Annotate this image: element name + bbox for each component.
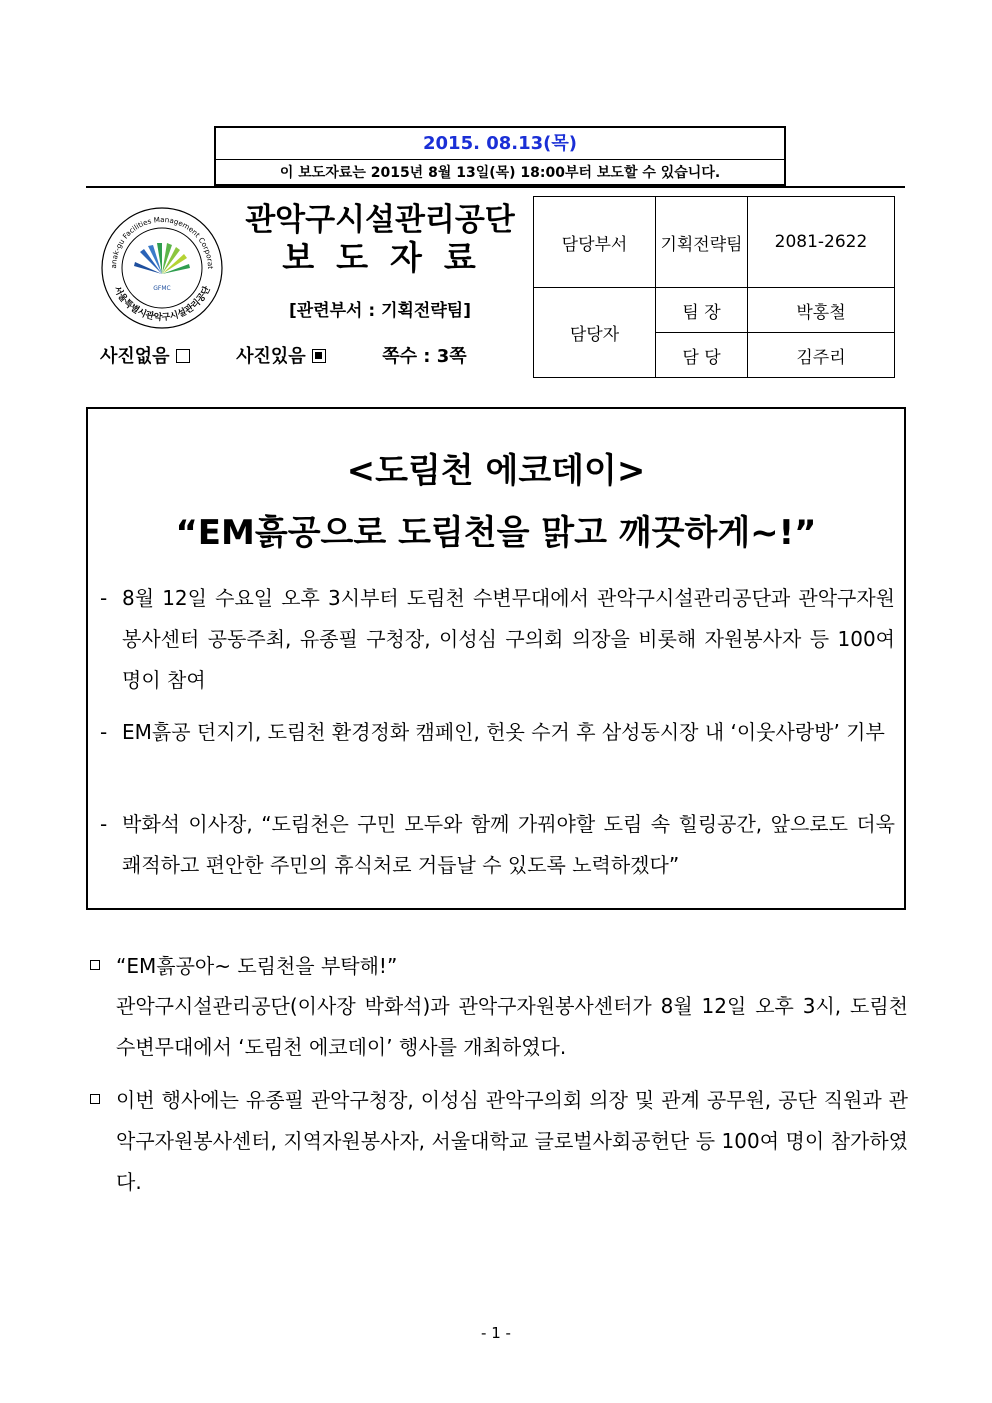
page-count: 쪽수 : 3쪽 [382, 346, 467, 367]
staff-label: 담 당 [656, 333, 748, 378]
team-leader-label: 팀 장 [656, 288, 748, 333]
square-bullet-icon [90, 1094, 100, 1104]
press-release-title: 보도자료 [282, 238, 498, 277]
body-paragraph-1 [90, 946, 908, 1068]
header-divider [86, 186, 905, 188]
summary-bullet-text: EM흙공 던지기, 도림천 환경정화 캠페인, 헌옷 수거 후 삼성동시장 내 ‘이웃사랑방’ 기부 [122, 720, 885, 744]
logo-mark-text: GFMC [153, 285, 171, 292]
org-title: 관악구시설관리공단 [245, 202, 515, 238]
summary-bullet: - 8월 12일 수요일 오후 3시부터 도림천 수변무대에서 관악구시설관리공단과 관악구자원봉사센터 공동주최, 유종필 구청장, 이성심 구의회 의장을 비롯해 자원봉사자 등 100여 명이 참여 [100, 578, 895, 701]
headline-event: <도림천 에코데이> [346, 451, 646, 491]
headline-slogan: “EM흙공으로 도림천을 맑고 깨끗하게~!” [175, 513, 817, 553]
dept-value: 기획전략팀 [656, 197, 748, 288]
page-number: - 1 - [481, 1324, 511, 1342]
no-photo-checkbox-icon [176, 349, 190, 363]
summary-bullet: - 박화석 이사장, “도림천은 구민 모두와 함께 가꿔야할 도림 속 힐링공간, 앞으로도 더욱 쾌적하고 편안한 주민의 휴식처로 거듭날 수 있도록 노력하겠다” [100, 804, 895, 886]
related-dept: [관련부서 : 기획전략팀] [289, 301, 471, 321]
has-photo-checkbox-icon [312, 349, 326, 363]
paragraph-text: 이번 행사에는 유종필 관악구청장, 이성심 관악구의회 의장 및 관계 공무원, 공단 직원과 관악구자원봉사센터, 지역자원봉사자, 서울대학교 글로벌사회공헌단 등 100여 명이 참가하였다. [116, 1088, 908, 1194]
dept-phone: 2081-2622 [748, 197, 895, 288]
paragraph-heading: “EM흙공아~ 도림천을 부탁해!” [116, 954, 398, 978]
embargo-notice: 이 보도자료는 2015년 8월 13일(목) 18:00부터 보도할 수 있습니다. [279, 165, 721, 181]
square-bullet-icon [90, 960, 100, 970]
photo-info-row [100, 342, 520, 368]
person-label: 담당자 [534, 288, 656, 378]
release-date-box [214, 126, 786, 186]
summary-bullet: - EM흙공 던지기, 도림천 환경정화 캠페인, 헌옷 수거 후 삼성동시장 내 ‘이웃사랑방’ 기부 [100, 712, 895, 753]
summary-bullet-text: 8월 12일 수요일 오후 3시부터 도림천 수변무대에서 관악구시설관리공단과 관악구자원봉사센터 공동주최, 유종필 구청장, 이성심 구의회 의장을 비롯해 자원봉사자 등 100여 명이 참여 [122, 586, 895, 692]
gfmc-logo [100, 206, 224, 330]
logo-circle-text: anak-gu Facilities Management Corporat [108, 214, 216, 270]
contact-table [533, 196, 895, 378]
summary-bullet-text: 박화석 이사장, “도림천은 구민 모두와 함께 가꿔야할 도림 속 힐링공간, 앞으로도 더욱 쾌적하고 편안한 주민의 휴식처로 거듭날 수 있도록 노력하겠다” [122, 812, 895, 877]
team-leader-name: 박홍철 [748, 288, 895, 333]
no-photo-label: 사진없음 [100, 346, 170, 367]
dept-label: 담당부서 [534, 197, 656, 288]
paragraph-text: 관악구시설관리공단(이사장 박화석)과 관악구자원봉사센터가 8월 12일 오후 3시, 도림천 수변무대에서 ‘도림천 에코데이’ 행사를 개최하였다. [116, 994, 908, 1059]
release-date: 2015. 08.13(목) [216, 128, 784, 160]
logo-korean-text: 서울특별시관악구시설관리공단 [111, 284, 213, 324]
body-paragraph-2 [90, 1080, 908, 1203]
has-photo-label: 사진있음 [236, 346, 306, 367]
staff-name: 김주리 [748, 333, 895, 378]
